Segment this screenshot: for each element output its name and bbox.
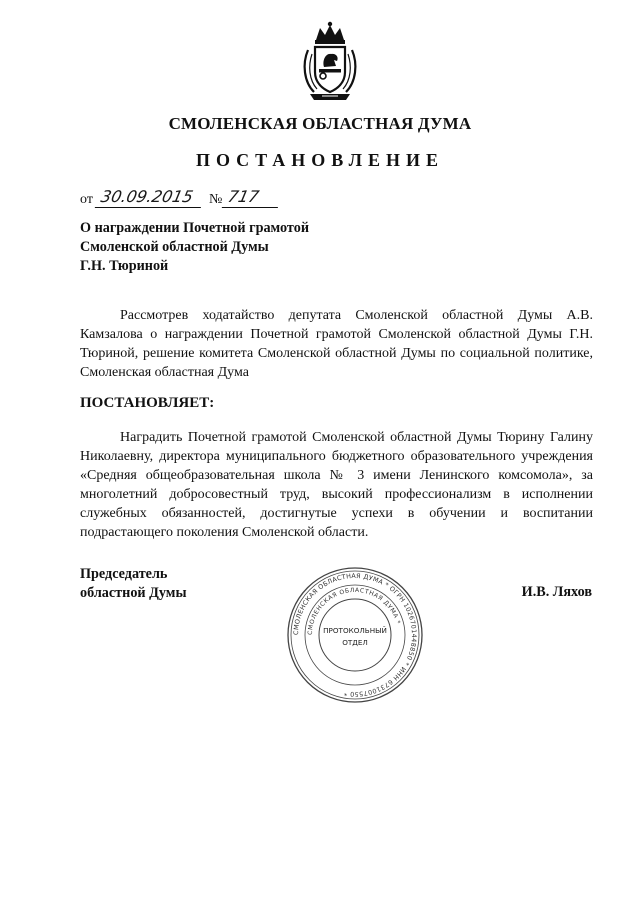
signer-name: И.В. Ляхов [521,584,592,600]
subject-line: Г.Н. Тюриной [80,258,169,274]
document-date: 30.09.2015 [95,187,205,208]
signer-title-line: Председатель [80,566,168,582]
signer-title [80,565,187,603]
stamp-center-line: ПРОТОКОЛЬНЫЙ [323,626,387,635]
official-stamp [286,566,424,704]
document-type-title: ПОСТАНОВЛЕНИЕ [195,150,445,170]
date-label: от [80,192,93,207]
document-number: 717 [222,187,282,208]
subject-line: О награждении Почетной грамотой [80,220,309,236]
document-subject [80,219,309,276]
signer-title-line: областной Думы [80,585,187,601]
coat-of-arms-emblem [298,20,362,104]
subject-line: Смоленской областной Думы [80,239,269,255]
number-label: № [208,192,223,207]
document-date-number [80,186,280,208]
stamp-center-line: ОТДЕЛ [342,638,368,647]
resolves-heading: ПОСТАНОВЛЯЕТ: [80,395,215,411]
stamp-outer-text: СМОЛЕНСКАЯ ОБЛАСТНАЯ ДУМА * ОГРН 1026701448850 * ИНН 6731007550 * [291,571,419,699]
preamble-paragraph: Рассмотрев ходатайство депутата Смоленской областной Думы А.В. Камзалова о награждении Почетной грамотой Смоленской областной Думы Г.Н. Тюриной, решение комитета Смоленской областной Думы по социальной политике, Смоленская областная Дума [80,308,593,380]
stamp-inner-text: СМОЛЕНСКАЯ ОБЛАСТНАЯ ДУМА * [306,586,402,636]
resolution-paragraph: Наградить Почетной грамотой Смоленской областной Думы Тюрину Галину Николаевну, директора муниципального бюджетного образовательного учреждения «Средняя общеобразовательная школа № 3 имени Ленинского комсомола», за многолетний добросовестный труд, высокий профессионализм в исполнении служебных обязанностей, достигнутые успехи в обучении и воспитании подрастающего поколения Смоленской области. [80,430,593,540]
organization-name: СМОЛЕНСКАЯ ОБЛАСТНАЯ ДУМА [168,114,472,133]
